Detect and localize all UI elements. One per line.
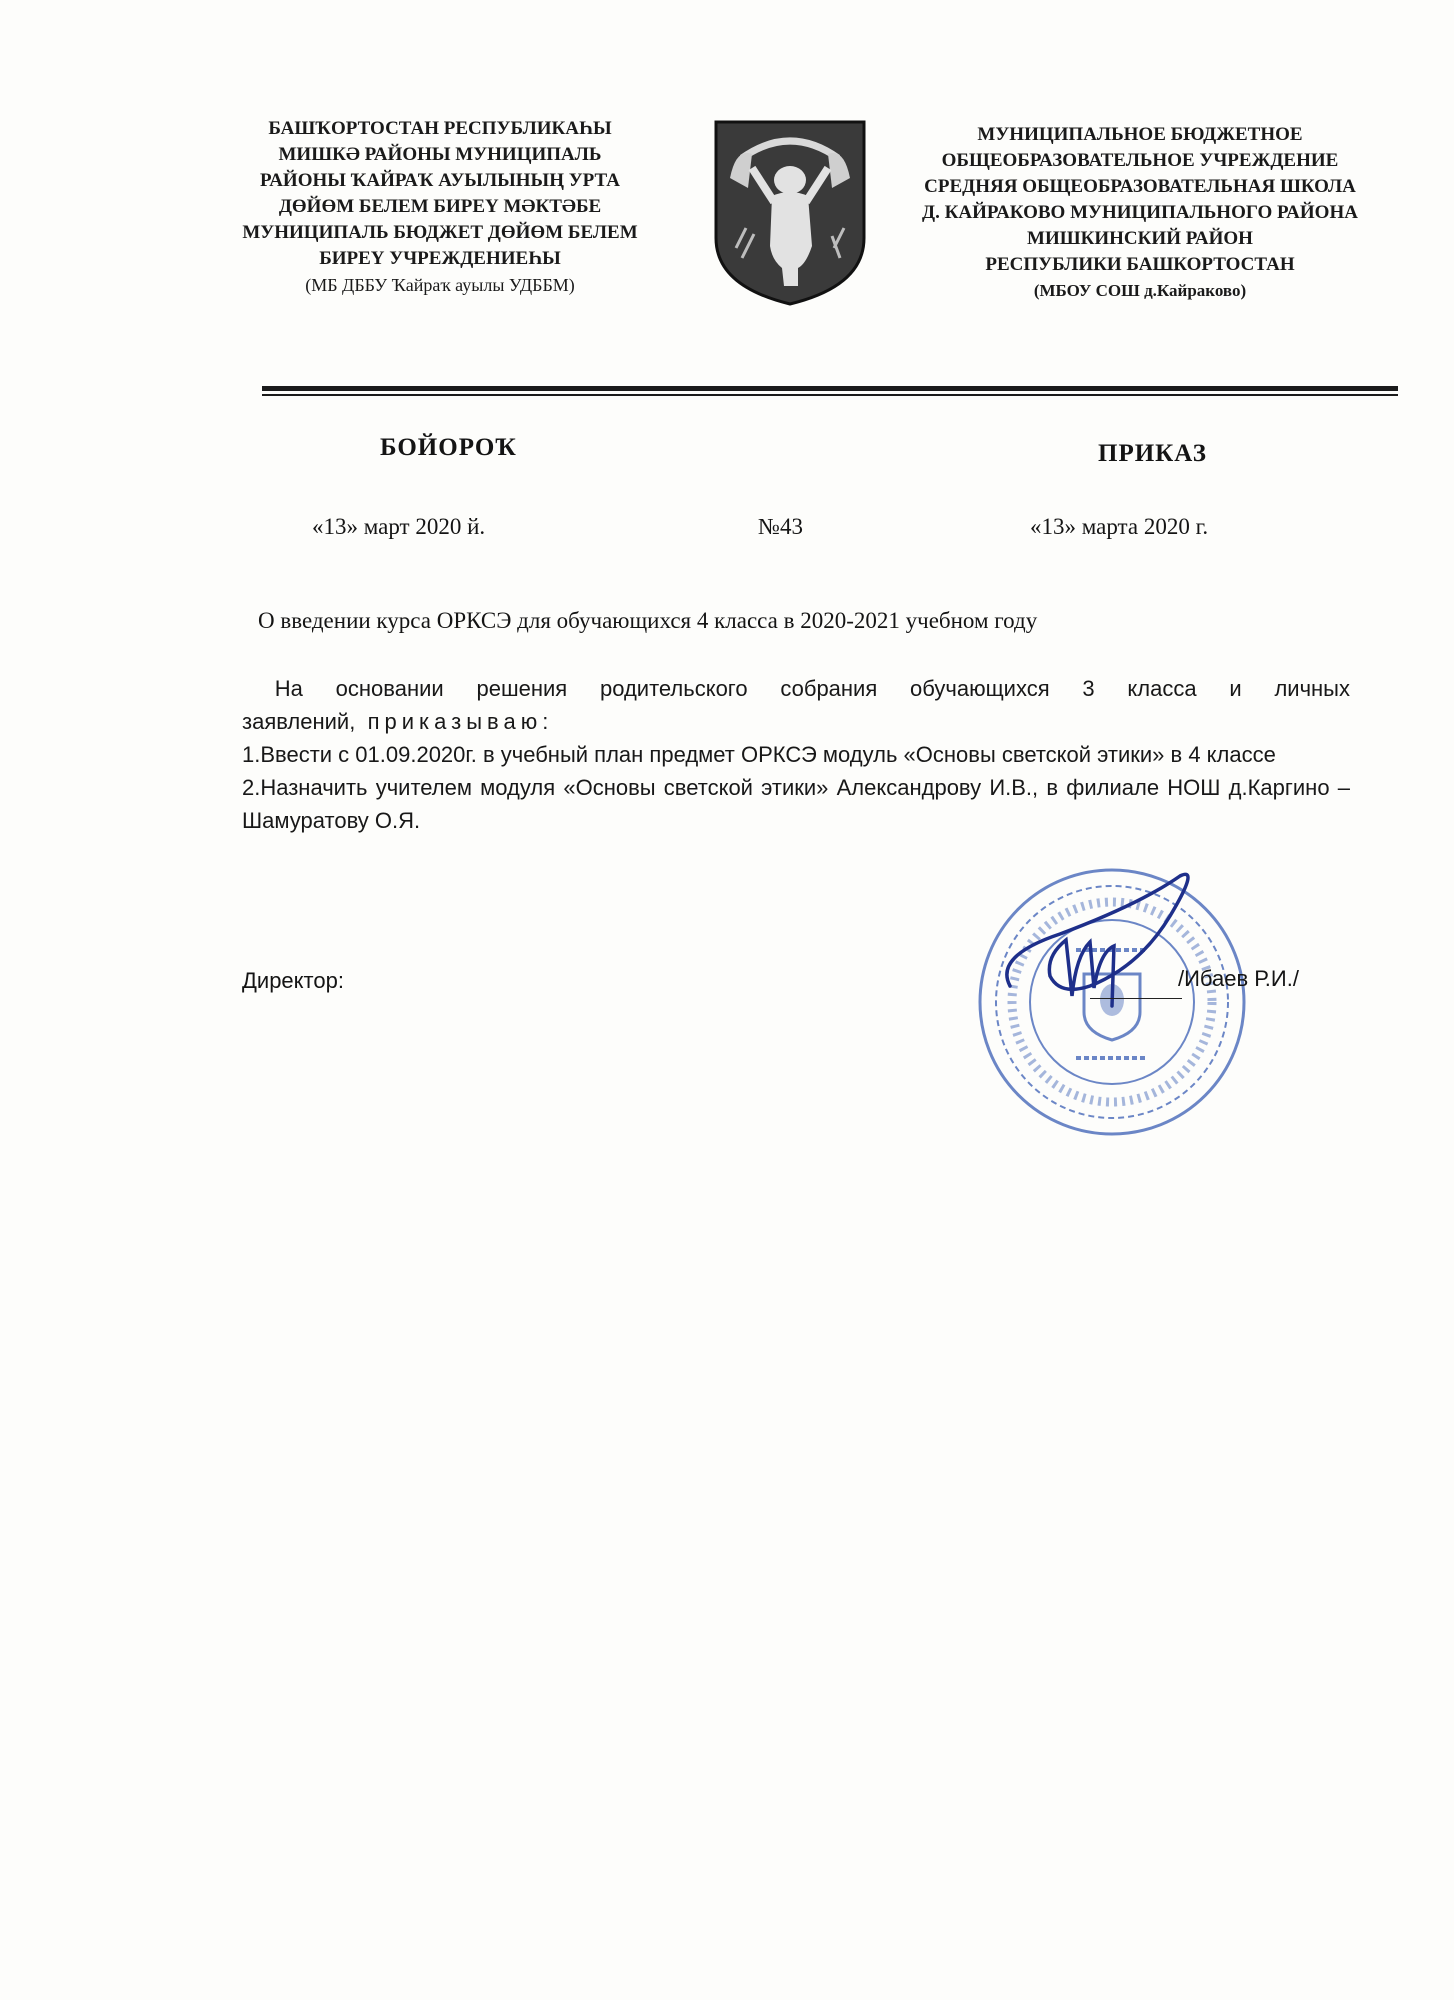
header-right-line: РЕСПУБЛИКИ БАШКОРТОСТАН xyxy=(985,254,1295,275)
header-left-line: МУНИЦИПАЛЬ БЮДЖЕТ ДӨЙӨМ БЕЛЕМ xyxy=(242,222,638,243)
header-left-line: МИШКӘ РАЙОНЫ МУНИЦИПАЛЬ xyxy=(278,144,602,165)
header-right-line: МУНИЦИПАЛЬНОЕ БЮДЖЕТНОЕ xyxy=(977,124,1303,145)
header-bashkir xyxy=(210,116,670,298)
header-divider-thin xyxy=(262,394,1398,396)
header-left-line: ДӨЙӨМ БЕЛЕМ БИРЕҮ МӘКТӘБЕ xyxy=(278,196,602,217)
director-name: /Ибаев Р.И./ xyxy=(1178,966,1299,991)
date-bashkir: «13» март 2020 й. xyxy=(312,514,486,539)
signature-label: Директор: xyxy=(242,968,344,993)
intro-text: На основании решения родительского собрания обучающихся 3 класса и личных заявлений, xyxy=(242,676,1350,734)
header-right-line: Д. КАЙРАКОВО МУНИЦИПАЛЬНОГО РАЙОНА xyxy=(922,202,1358,223)
order-number: №43 xyxy=(758,514,803,539)
header-right-line: МИШКИНСКИЙ РАЙОН xyxy=(1027,228,1253,249)
header-left-abbreviation: (МБ ДББУ Ҡайраҡ ауылы УДББМ) xyxy=(305,275,575,295)
signature-line xyxy=(1090,998,1182,999)
doc-type-russian: ПРИКАЗ xyxy=(1098,440,1207,467)
bear-coat-of-arms-icon xyxy=(712,118,868,308)
header-left-line: БАШҠОРТОСТАН РЕСПУБЛИКАҺЫ xyxy=(268,118,612,139)
order-body xyxy=(242,672,1350,837)
order-intro xyxy=(242,672,1350,738)
order-item: 2.Назначить учителем модуля «Основы светской этики» Александрову И.В., в филиале НОШ д.Каргино – Шамуратову О.Я. xyxy=(242,775,1350,833)
header-right-line: ОБЩЕОБРАЗОВАТЕЛЬНОЕ УЧРЕЖДЕНИЕ xyxy=(941,150,1339,171)
header-left-line: РАЙОНЫ ҠАЙРАҠ АУЫЛЫНЫҢ УРТА xyxy=(260,170,620,191)
order-word: приказываю: xyxy=(367,709,554,734)
doc-type-bashkir: БОЙОРОҠ xyxy=(380,434,517,461)
header-russian xyxy=(880,122,1400,304)
header-right-line: СРЕДНЯЯ ОБЩЕОБРАЗОВАТЕЛЬНАЯ ШКОЛА xyxy=(924,176,1356,197)
header-right-abbreviation: (МБОУ СОШ д.Кайраково) xyxy=(1033,281,1247,300)
director-signature-icon xyxy=(990,856,1210,1026)
header-left-line: БИРЕҮ УЧРЕЖДЕНИЕҺЫ xyxy=(319,248,561,269)
order-subject: О введении курса ОРКСЭ для обучающихся 4 класса в 2020-2021 учебном году xyxy=(258,608,1038,633)
order-item: 1.Ввести с 01.09.2020г. в учебный план предмет ОРКСЭ модуль «Основы светской этики» в 4 классе xyxy=(242,742,1276,767)
date-russian: «13» марта 2020 г. xyxy=(1030,514,1209,539)
header-divider xyxy=(262,386,1398,391)
